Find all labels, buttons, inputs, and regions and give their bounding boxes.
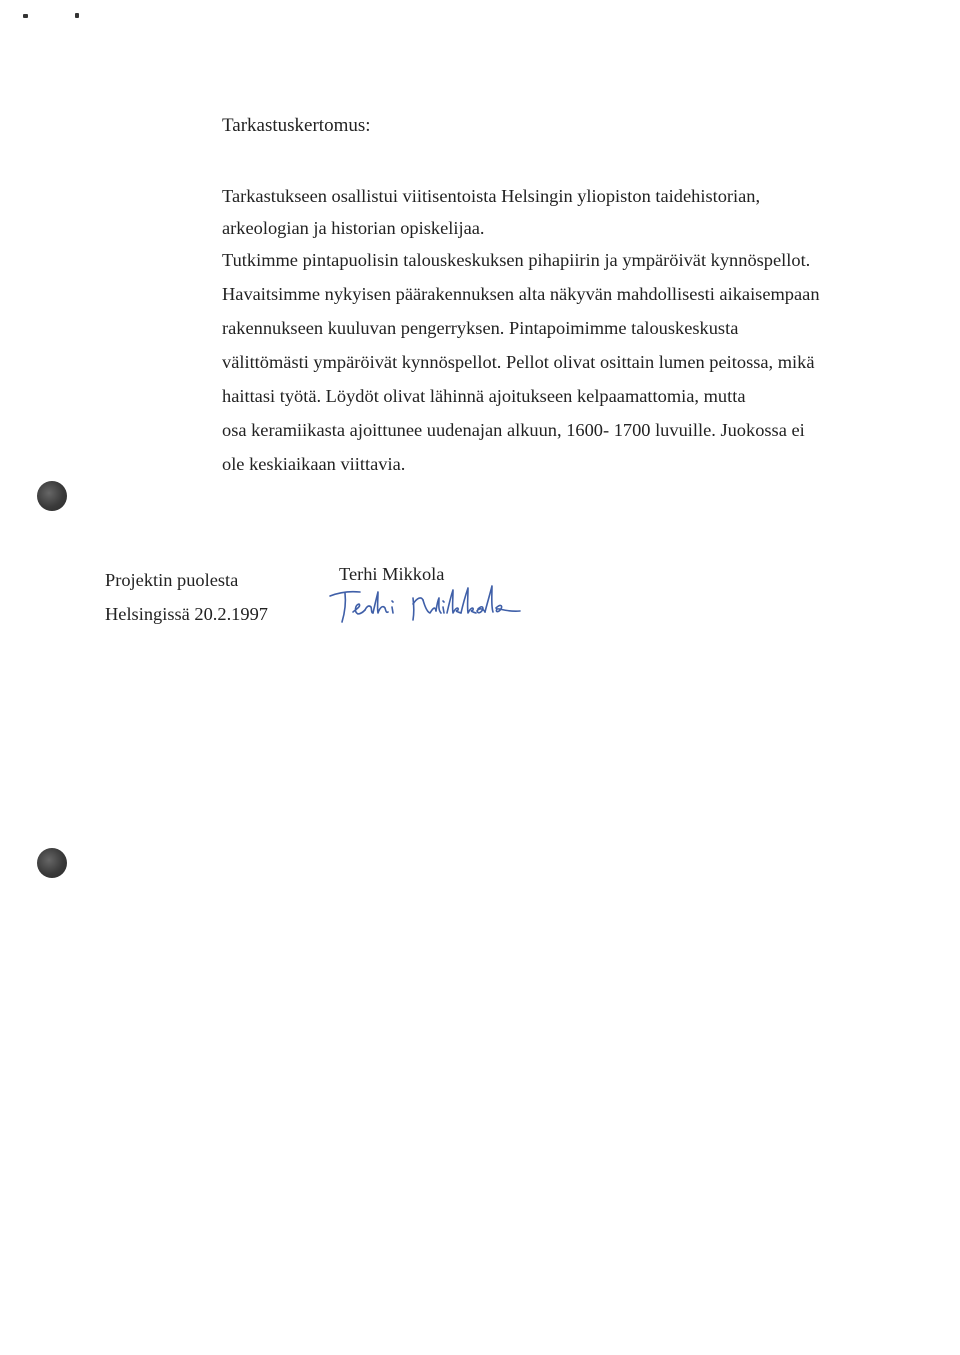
signer-name: Terhi Mikkola — [339, 564, 445, 584]
body-line: välittömästi ympäröivät kynnöspellot. Pellot olivat osittain lumen peitossa, mikä — [222, 352, 815, 372]
body-line: Tarkastukseen osallistui viitisentoista Helsingin yliopiston taidehistorian, — [222, 186, 761, 206]
handwritten-signature — [325, 574, 540, 630]
body-line: arkeologian ja historian opiskelijaa. — [222, 218, 485, 238]
punch-hole-top — [37, 481, 67, 511]
on-behalf-label: Projektin puolesta — [105, 570, 239, 590]
body-line: ole keskiaikaan viittavia. — [222, 454, 406, 474]
closing-block — [105, 563, 268, 631]
report-heading: Tarkastuskertomus: — [222, 115, 371, 136]
punch-hole-bottom — [37, 848, 67, 878]
scan-speck — [75, 13, 79, 18]
place-date: Helsingissä 20.2.1997 — [105, 604, 268, 624]
scan-speck — [23, 14, 28, 18]
body-line: haittasi työtä. Löydöt olivat lähinnä ajoitukseen kelpaamattomia, mutta — [222, 386, 746, 406]
body-line: Tutkimme pintapuolisin talouskeskuksen pihapiirin ja ympäröivät kynnöspellot. — [222, 250, 811, 270]
body-line: osa keramiikasta ajoittunee uudenajan alkuun, 1600- 1700 luvuille. Juokossa ei — [222, 420, 805, 440]
report-body — [222, 182, 862, 486]
body-line: Havaitsimme nykyisen päärakennuksen alta näkyvän mahdollisesti aikaisempaan — [222, 284, 820, 304]
body-line: rakennukseen kuuluvan pengerryksen. Pintapoimimme talouskeskusta — [222, 318, 739, 338]
